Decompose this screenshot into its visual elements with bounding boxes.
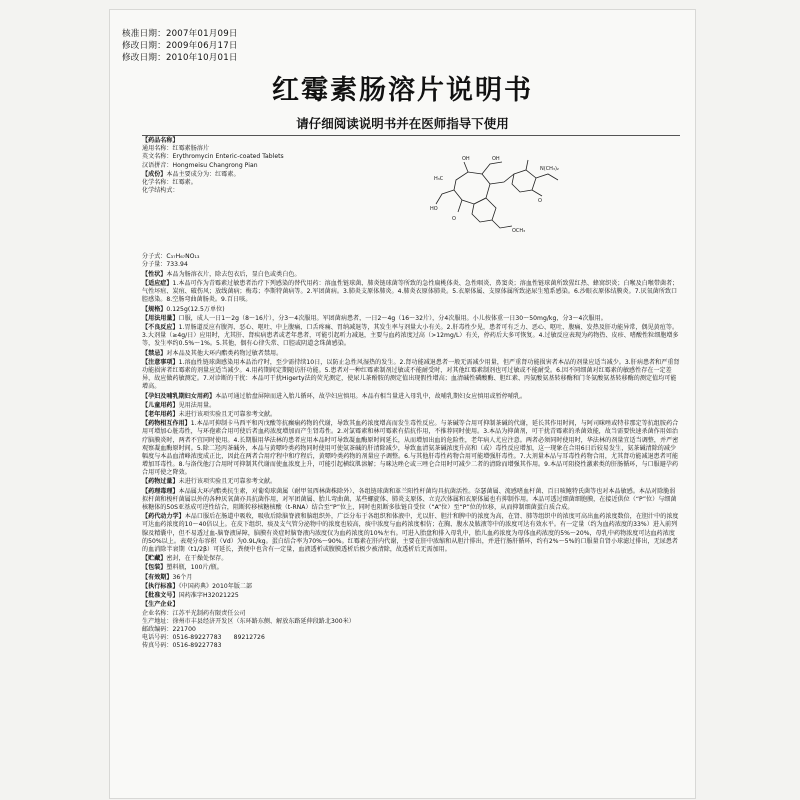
section-overdose: 【药物过量】未进行该项实验且无可靠参考文献。 [142,478,277,486]
section-description: 【性状】本品为肠溶衣片，除去包衣后，显白色或类白色。 [142,270,301,278]
phone-number: 电话号码：0516-89227783 89212726 [142,634,265,642]
company-name: 企业名称：江苏平光制药有限责任公司 [142,609,246,617]
section-approval-number: 【批准文号】国药准字H32021225 [142,592,239,600]
section-drug-name: 【药品名称】 [142,137,179,145]
svg-text:N(CH₃)₂: N(CH₃)₂ [540,166,559,172]
molecular-formula: 分子式：C₃₇H₆₇NO₁₃ [142,253,200,261]
section-strength: 【规格】0.125g(12.5万单位) [142,305,225,313]
svg-text:H₃C: H₃C [434,176,444,182]
svg-text:OCH₃: OCH₃ [512,228,526,234]
section-interactions: 【药物相互作用】1.本品可抑制卡马西平和丙戊酸等抗癫痫药物的代谢，导致其血药浓度增高而发生毒性反应。与茶碱等合用可抑制茶碱的代谢，延长其作用时间，与阿司咪唑或特非那定等抗组胺药合用可增加心脏毒性，与环孢素合用可使后者血药浓度增加而产生肾毒性。2.对氯霉素和林可霉素有拮抗作用，不推荐同时使用。3.本品为抑菌剂，可干扰青霉素的杀菌效能，故当需要快速杀菌作用如治疗脑膜炎时，两者不宜同时使用。4.长期服用华法林的患者应用本品时可导致凝血酶原时间延长，从而增加出血的危险性，老年病人尤应注意。两者必须同时使用时，华法林的剂量宜适当调整，并严密观察凝血酶原时间。5.除二羟丙茶碱外，本品与黄嘌呤类药物同时使用可使氨茶碱的肝清除减少，导致血清氨茶碱浓度升高和（或）毒性反应增加，这一现象在合用6日后较易发生，氨茶碱清除的减少幅度与本品血清峰浓度成正比，因此在两者合用疗程中和疗程后，黄嘌呤类药物的剂量应予调整。6.与其他肝毒性药物合用可能增强肝毒性。7.大剂量本品与耳毒性药物合用，尤其肾功能减退患者可能增加耳毒性。8.与洛伐他汀合用时可抑制其代谢而使血浓度上升，可能引起横纹肌溶解；与咪达唑仑或三唑仑合用时可减少二者的清除而增强其作用。9.本品可阻挠性激素类的肝肠循环，与口服避孕药合用可使之降效。 [142,420,679,477]
structure-space [142,195,680,253]
section-pediatric: 【儿童用药】见用法用量。 [142,401,216,409]
section-geriatric: 【老年用药】未进行该项实验且无可靠参考文献。 [142,411,277,419]
svg-text:O: O [452,216,456,222]
section-package: 【包装】塑料瓶，100片/瓶。 [142,564,223,572]
approved-date: 核准日期：2007年01月09日 [122,29,238,39]
chemical-name: 化学名称：红霉素。 [142,178,197,186]
section-standard: 【执行标准】《中国药典》2010年版二部 [142,582,253,590]
section-pharmacokinetics: 【药代动力学】本品口服后在肠道中吸收，吸收后除脑脊液和脑组织外，广泛分布于各组织和体液中，尤以肝、胆汁和脾中的浓度为高，在肾、肺等组织中的浓度可高出血药浓度数倍，在胆汁中的浓度可达血药浓度的10～40倍以上。在皮下组织、痰及支气管分泌物中的浓度也较高，痰中浓度与血药浓度相仿；在胸、腹水及脓液等中的浓度可达有效水平。有一定量（约为血药浓度的33%）进入前列腺及精囊中，但不易透过血-脑脊液屏障，脑膜有炎症时脑脊液内浓度仅为血药浓度的10%左右。可进入胎盘和排入母乳中，胎儿血药浓度为母体血药浓度的5%～20%，母乳中药物浓度可达血药浓度的50%以上。表观分布容积（Vd）为0.9L/kg。蛋白结合率为70%～90%。红霉素在肝内代谢，主要在肝中浓缩和从胆汁排出，并进行肠肝循环，约有2%～5%的口服量自肾小球滤过排出，无尿患者的血消除半衰期（t1/2β）可延长，粪便中也含有一定量，血液透析或腹膜透析后极少被清除，故透析后无需加用。 [142,513,679,553]
revision-dates [122,28,238,64]
fax-number: 传真号码：0516-89227783 [142,642,222,650]
section-adverse-reactions: 【不良反应】1.胃肠道反应有腹泻、恶心、呕吐、中上腹痛、口舌疼痛、胃纳减退等，其发生率与剂量大小有关。2.肝毒性少见，患者可有乏力、恶心、呕吐、腹痛、发热及肝功能异常，偶见黄疸等。3.大剂量（≥4g/日）应用时，尤其肝、肾疾病患者或老年患者，可能引起听力减退，主要与血药浓度过高（>12mg/L）有关，停药后大多可恢复。4.过敏反应表现为药物热、皮疹、嗜酸性粒细胞增多等，发生率约0.5%～1%。5.其他，偶有心律失常、口腔或阴道念珠菌感染。 [142,324,679,348]
pinyin-name: 汉语拼音：Hongmeisu Changrong Pian [142,161,258,169]
structure-label: 化学结构式： [142,187,179,195]
svg-text:O: O [538,198,542,204]
section-precautions: 【注意事项】1.溶血性链球菌感染用本品治疗时，至少需持续10日，以防止急性风湿热的发生。2.肾功能减退患者一般无需减少用量，但严重肾功能损害者本品的剂量应适当减少。3.肝病患者和严重肾功能损害者红霉素的剂量应适当减少。4.用药期间定期随访肝功能。5.患者对一种红霉素制剂过敏或不能耐受时，对其他红霉素制剂也可过敏或不能耐受。6.因不同细菌对红霉素的敏感性存在一定差异，故应做药敏测定。7.对诊断的干扰：本品可干扰Higerty法的荧光测定，使尿儿茶酚胺的测定值出现假性增高；血清碱性磷酸酶、胆红素、丙氨酸氨基转移酶和门冬氨酸氨基转移酶的测定值均可能增高。 [142,358,680,391]
generic-name: 通用名称：红霉素肠溶片 [142,145,210,153]
section-dosage: 【用法用量】口服，成人一日1～2g（8～16片），分3～4次服用。军团菌病患者，一日2～4g（16～32片），分4次服用。小儿按体重一日30～50mg/kg，分3～4次服用。 [142,314,607,322]
english-name: 英文名称：Erythromycin Enteric-coated Tablets [142,153,284,161]
document-subtitle: 请仔细阅读说明书并在医师指导下使用 [296,116,509,131]
section-shelf-life: 【有效期】36个月 [142,573,193,581]
revised-date-1: 修改日期：2009年06月17日 [122,41,238,51]
company-address: 生产地址：徐州市丰县经济开发区（东环路东侧、解放东路延伸段路北300米） [142,617,355,625]
postal-code: 邮政编码：221700 [142,625,196,633]
leaflet-sheet [110,10,695,798]
leaflet-body [142,134,680,650]
section-ingredients: 【成份】本品主要成分为：红霉素。 [142,170,240,178]
svg-text:OH: OH [462,156,470,162]
top-rule [142,135,680,136]
section-pregnancy: 【孕妇及哺乳期妇女用药】本品可通过胎盘屏障而进入胎儿循环，故孕妇应慎用。本品有相当量进入母乳中，故哺乳期妇女应慎用或暂停哺乳。 [142,392,527,400]
section-pharmacology: 【药理毒理】本品属大环内酯类抗生素，对葡萄球菌属（耐甲氧西林菌株除外）、各组链球菌和革兰阳性杆菌均具抗菌活性。奈瑟菌属、流感嗜血杆菌、百日咳鲍特氏菌等也对本品敏感。本品对除脆弱拟杆菌和梭杆菌属以外的各种厌氧菌亦具抗菌作用，对军团菌属、胎儿弯曲菌、某些螺旋体、肺炎支原体、立克次体属和衣原体属也有抑制作用。本品可透过细菌细胞膜，在接近供位（“P”位）与细菌核糖体的50S亚基成可逆性结合，阻断转移核糖核酸（t-RNA）结合至“P”位上，同时也阻断多肽链自受位（“A”位）至“P”位的位移，从而抑制细菌蛋白质合成。 [142,487,677,512]
document-title: 红霉素肠溶片说明书 [272,75,533,106]
revised-date-2: 修改日期：2010年10月01日 [122,53,238,63]
section-indications: 【适应症】1.本品可作为青霉素过敏患者治疗下列感染的替代用药：溶血性链球菌、肺炎链球菌等所致的急性扁桃体炎、急性咽炎、鼻窦炎；溶血性链球菌所致猩红热、蜂窝织炎；白喉及白喉带菌者；气性坏疽、炭疽、破伤风；放线菌病；梅毒；李斯特菌病等。2.军团菌病。3.肺炎支原体肺炎。4.肺炎衣原体肺炎。5.衣原体属、支原体属所致泌尿生殖系感染。6.沙眼衣原体结膜炎。7.厌氧菌所致口腔感染。8.空肠弯曲菌肠炎。9.百日咳。 [142,279,679,304]
molecular-weight: 分子量：733.94 [142,261,188,269]
section-storage: 【贮藏】密封，在干燥处保存。 [142,555,228,563]
section-contraindications: 【禁忌】对本品及其他大环内酯类药物过敏者禁用。 [142,349,283,357]
svg-text:OH: OH [492,156,500,162]
svg-text:HO: HO [430,206,438,212]
section-manufacturer: 【生产企业】 [142,601,179,609]
